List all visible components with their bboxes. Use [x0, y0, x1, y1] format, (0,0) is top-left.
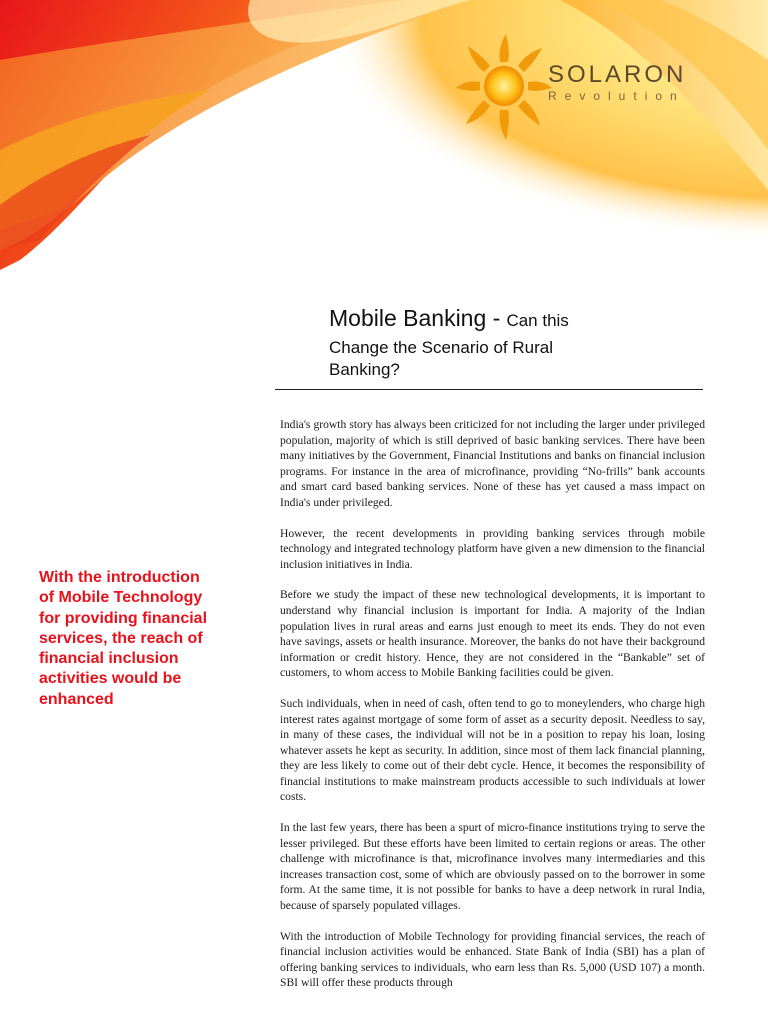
- title-main: Mobile Banking -: [329, 305, 501, 331]
- title-main-tail: Can this: [506, 311, 569, 330]
- paragraph: With the introduction of Mobile Technology for providing financial services, the reach of financial inclusion activities would be enhanced. State Bank of India (SBI) has a plan of offering banking services to individuals, who earn less than Rs. 5,000 (USD 107) a month. SBI will offer these products through: [280, 929, 705, 990]
- brand-logo: [548, 62, 686, 103]
- article-title: [329, 302, 729, 381]
- title-subtitle-line2: Banking?: [329, 360, 400, 379]
- paragraph: However, the recent developments in providing banking services through mobile technology and integrated technology platform have given a new dimension to the financial inclusion initiatives in India.: [280, 526, 705, 571]
- title-divider: [275, 389, 703, 390]
- paragraph: Before we study the impact of these new technological developments, it is important to understand why financial inclusion is important for India. A majority of the Indian population lives in rural areas and earns just enough to meet its ends. They do not even have savings, assets or health insurance. Moreover, the banks do not have their background information or credit history. Hence, they are not considered in the “Bankable” set of customers, to whom access to Mobile Banking facilities could be given.: [280, 588, 705, 680]
- pull-quote: With the introduction of Mobile Technology for providing financial services, the reach of financial inclusion activities would be enhanced: [39, 569, 208, 708]
- brand-tagline: Revolution: [548, 89, 685, 103]
- paragraph: Such individuals, when in need of cash, often tend to go to moneylenders, who charge high interest rates against mortgage of some form of asset as a security deposit. Needless to say, in many of these cases, the individual will not be in a position to repay his loan, losing whatever assets he kept as security. In addition, since most of them lack financial planning, they are less likely to come out of their debt cycle. Hence, it becomes the responsibility of financial institutions to make mainstream products accessible to such individuals at lower costs.: [280, 696, 705, 804]
- brand-name: SOLARON: [548, 61, 687, 88]
- sun-logo-icon: [456, 30, 552, 140]
- header-swoosh-banner: [0, 0, 768, 300]
- article-body: [280, 417, 705, 1006]
- paragraph: In the last few years, there has been a spurt of micro-finance institutions trying to serve the lesser privileged. But these efforts have been limited to certain regions or areas. The other challenge with microfinance is that, microfinance involves many intermediaries and this increases transaction cost, some of which are obviously passed on to the borrower in some form. At the same time, it is not possible for banks to have a deep network in rural India, because of sparsely populated villages.: [280, 821, 705, 913]
- title-subtitle-line1: Change the Scenario of Rural: [329, 338, 553, 357]
- paragraph: India's growth story has always been criticized for not including the larger under privileged population, majority of which is still deprived of basic banking services. There have been many initiatives by the Government, Financial Institutions and banks on financial inclusion programs. For instance in the area of microfinance, providing “No-frills” bank accounts and smart card based banking services. None of these has yet caused a mass impact on India's under privileged.: [280, 418, 705, 509]
